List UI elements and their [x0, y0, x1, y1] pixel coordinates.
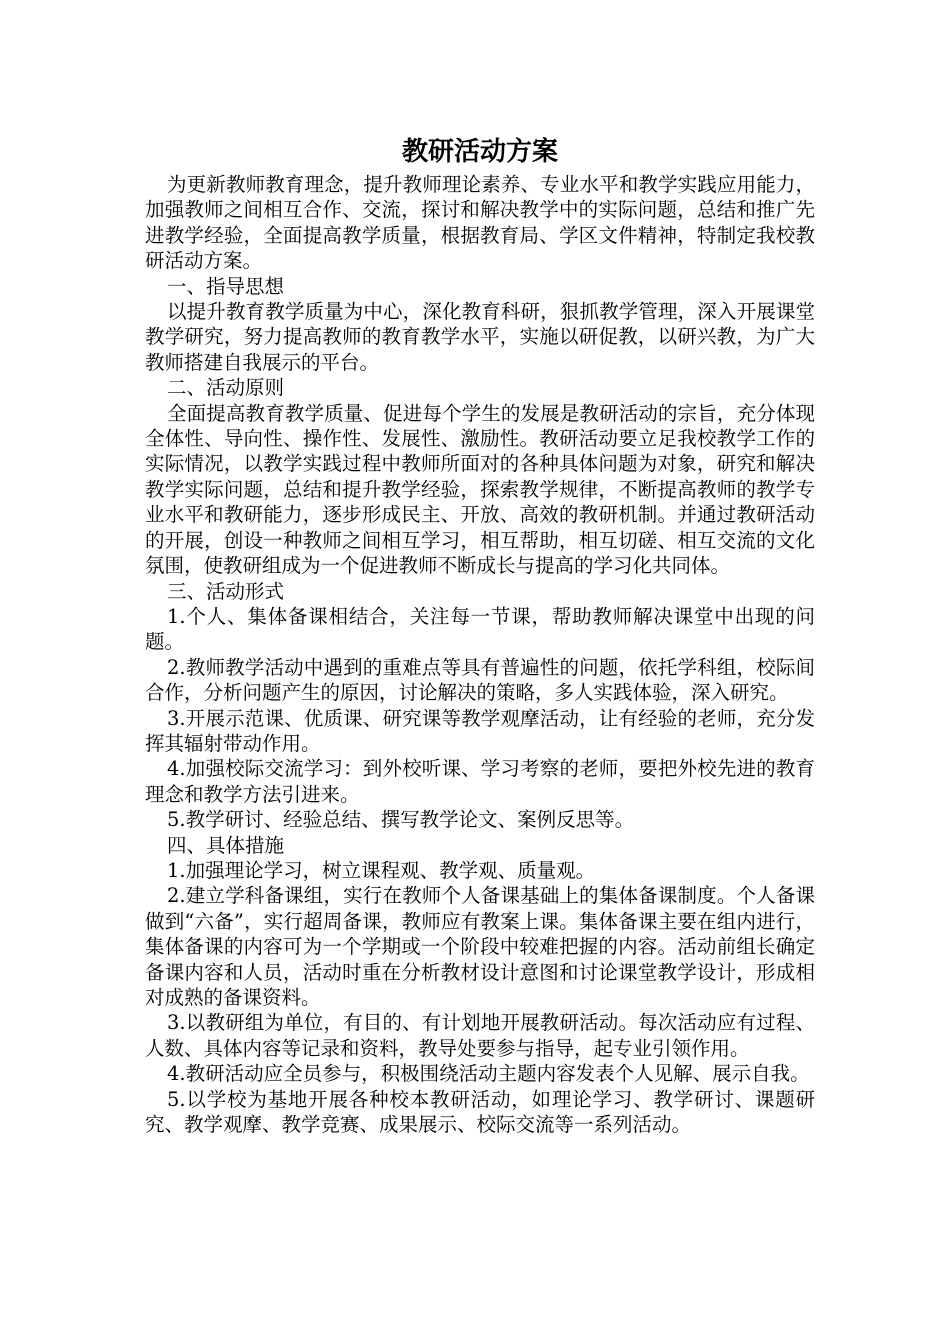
document-body [145, 132, 815, 1137]
section-heading-activity-forms: 三、活动形式 [167, 579, 285, 603]
activity-form-item-1: 1.个人、集体备课相结合，关注每一节课，帮助教师解决课堂中出现的问题。 [145, 604, 815, 654]
measure-item-4: 4.教研活动应全员参与，积极围绕活动主题内容发表个人见解、展示自我。 [167, 1062, 810, 1086]
activity-form-item-4: 4.加强校际交流学习：到外校听课、学习考察的老师，要把外校先进的教育理念和教学方法引进来。 [145, 757, 815, 806]
measure-item-3: 3.以教研组为单位，有目的、有计划地开展教研活动。每次活动应有过程、人数、具体内容等记录和资料，教导处要参与指导，起专业引领作用。 [145, 1011, 815, 1060]
guiding-thought-paragraph: 以提升教育教学质量为中心，深化教育科研，狠抓教学管理，深入开展课堂教学研究，努力提高教师的教育教学水平，实施以研促教，以研兴教，为广大教师搭建自我展示的平台。 [145, 300, 815, 374]
intro-paragraph: 为更新教师教育理念，提升教师理论素养、专业水平和教学实践应用能力，加强教师之间相互合作、交流，探讨和解决教学中的实际问题，总结和推广先进教学经验，全面提高教学质量，根据教育局、学区文件精神，特制定我校教研活动方案。 [145, 173, 815, 273]
section-heading-measures: 四、具体措施 [167, 833, 285, 857]
measure-item-1: 1.加强理论学习，树立课程观、教学观、质量观。 [167, 858, 596, 882]
principles-paragraph: 全面提高教育教学质量、促进每个学生的发展是教研活动的宗旨，充分体现全体性、导向性、操作性、发展性、激励性。教研活动要立足我校教学工作的实际情况，以教学实践过程中教师所面对的各种具体问题为对象，研究和解决教学实际问题，总结和提升教学经验，探索教学规律，不断提高教师的教学专业水平和教研能力，逐步形成民主、开放、高效的教研机制。并通过教研活动的开展，创设一种教师之间相互学习，相互帮助，相互切磋、相互交流的文化氛围，使教研组成为一个促进教师不断成长与提高的学习化共同体。 [145, 401, 815, 578]
activity-form-item-2: 2.教师教学活动中遇到的重难点等具有普遍性的问题，依托学科组，校际间合作，分析问题产生的原因，讨论解决的策略，多人实践体验，深入研究。 [145, 655, 815, 705]
document-title: 教研活动方案 [401, 137, 558, 167]
section-heading-principles: 二、活动原则 [167, 376, 285, 400]
measure-item-5: 5.以学校为基地开展各种校本教研活动，如理论学习、教学研讨、课题研究、教学观摩、教学竞赛、成果展示、校际交流等一系列活动。 [145, 1087, 815, 1137]
measure-item-2: 2.建立学科备课组，实行在教师个人备课基础上的集体备课制度。个人备课做到“六备”，实行超周备课，教师应有教案上课。集体备课主要在组内进行，集体备课的内容可为一个学期或一个阶段中较难把握的内容。活动前组长确定备课内容和人员，活动时重在分析教材设计意图和讨论课堂教学设计，形成相对成熟的备课资料。 [145, 884, 815, 1009]
activity-form-item-5: 5.教学研讨、经验总结、撰写教学论文、案例反思等。 [167, 808, 635, 832]
section-heading-guiding-thought: 一、指导思想 [167, 274, 285, 298]
activity-form-item-3: 3.开展示范课、优质课、研究课等教学观摩活动，让有经验的老师，充分发挥其辐射带动作用。 [145, 706, 815, 755]
